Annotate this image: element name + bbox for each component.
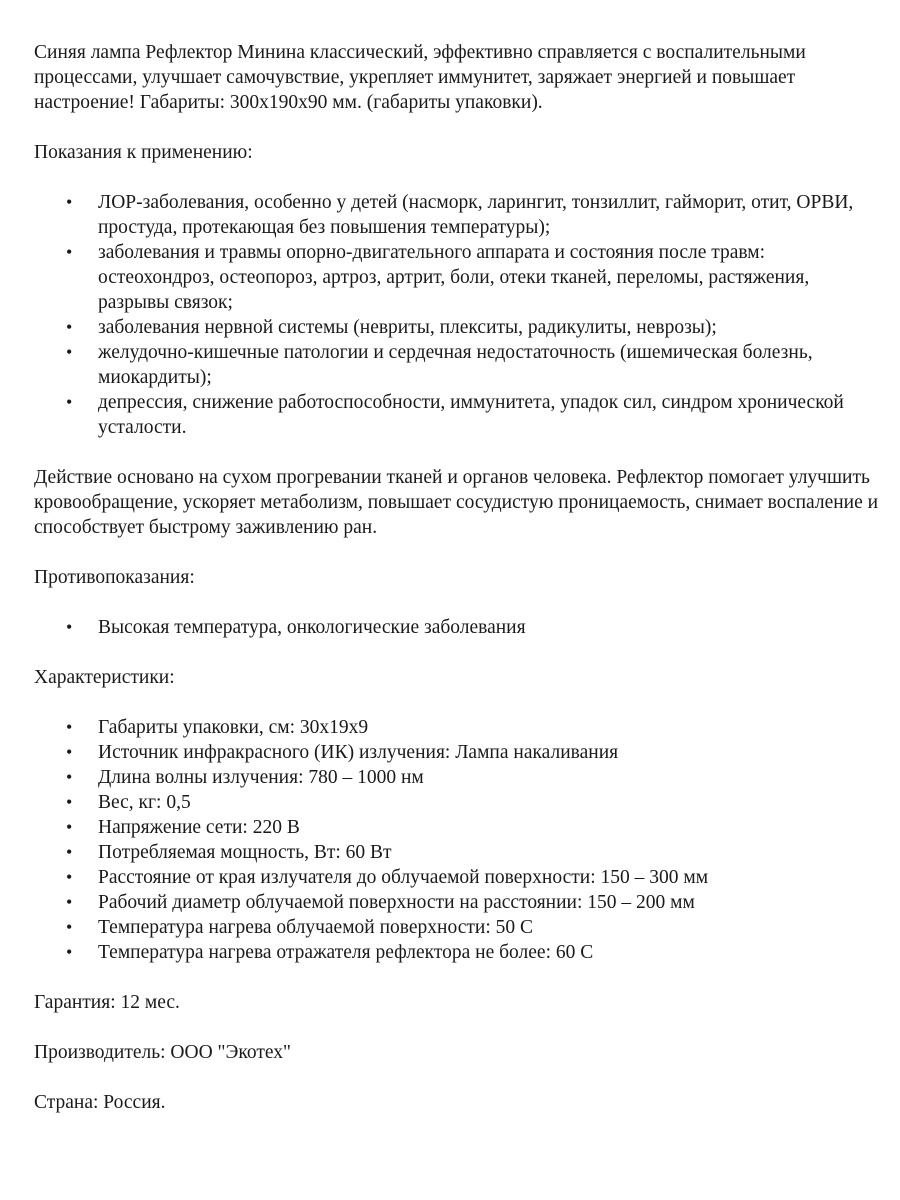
list-item: • желудочно-кишечные патологии и сердечная недостаточность (ишемическая болезнь, миокардиты); bbox=[98, 340, 880, 390]
list-item: • депрессия, снижение работоспособности, иммунитета, упадок сил, синдром хронической усталости. bbox=[98, 390, 880, 440]
specs-list bbox=[34, 715, 880, 965]
action-paragraph: Действие основано на сухом прогревании тканей и органов человека. Рефлектор помогает улучшить кровообращение, ускоряет метаболизм, повышает сосудистую проницаемость, снимает воспаление и способствует быстрому заживлению ран. bbox=[34, 467, 879, 538]
list-item: • заболевания и травмы опорно-двигательного аппарата и состояния после травм: остеохондроз, остеопороз, артроз, артрит, боли, отеки тканей, переломы, растяжения, разрывы связок; bbox=[98, 240, 880, 315]
country-text: Страна: Россия. bbox=[34, 1092, 166, 1113]
list-item: • Температура нагрева отражателя рефлектора не более: 60 С bbox=[98, 940, 880, 965]
list-item: • Вес, кг: 0,5 bbox=[98, 790, 880, 815]
indications-heading: Показания к применению: bbox=[34, 142, 253, 163]
list-item: • Источник инфракрасного (ИК) излучения: Лампа накаливания bbox=[98, 740, 880, 765]
list-item: • Габариты упаковки, см: 30х19х9 bbox=[98, 715, 880, 740]
list-item: • Рабочий диаметр облучаемой поверхности на расстоянии: 150 – 200 мм bbox=[98, 890, 880, 915]
list-item: • Высокая температура, онкологические заболевания bbox=[98, 615, 880, 640]
specs-heading: Характеристики: bbox=[34, 667, 175, 688]
list-item: • ЛОР-заболевания, особенно у детей (насморк, ларингит, тонзиллит, гайморит, отит, ОРВИ, простуда, протекающая без повышения температуры); bbox=[98, 190, 880, 240]
manufacturer-text: Производитель: ООО "Экотех" bbox=[34, 1042, 291, 1063]
list-item: • Напряжение сети: 220 В bbox=[98, 815, 880, 840]
contraindications-heading: Противопоказания: bbox=[34, 567, 195, 588]
list-item: • Температура нагрева облучаемой поверхности: 50 С bbox=[98, 915, 880, 940]
list-item: • Расстояние от края излучателя до облучаемой поверхности: 150 – 300 мм bbox=[98, 865, 880, 890]
list-item: • заболевания нервной системы (невриты, плекситы, радикулиты, неврозы); bbox=[98, 315, 880, 340]
list-item: • Длина волны излучения: 780 – 1000 нм bbox=[98, 765, 880, 790]
indications-list bbox=[34, 190, 880, 440]
intro-paragraph: Синяя лампа Рефлектор Минина классический, эффективно справляется с воспалительными процессами, улучшает самочувствие, укрепляет иммунитет, заряжает энергией и повышает настроение! Габариты: 300х190х90 мм. (габариты упаковки). bbox=[34, 42, 806, 113]
contraindications-list bbox=[34, 615, 880, 640]
list-item: • Потребляемая мощность, Вт: 60 Вт bbox=[98, 840, 880, 865]
warranty-text: Гарантия: 12 мес. bbox=[34, 992, 180, 1013]
